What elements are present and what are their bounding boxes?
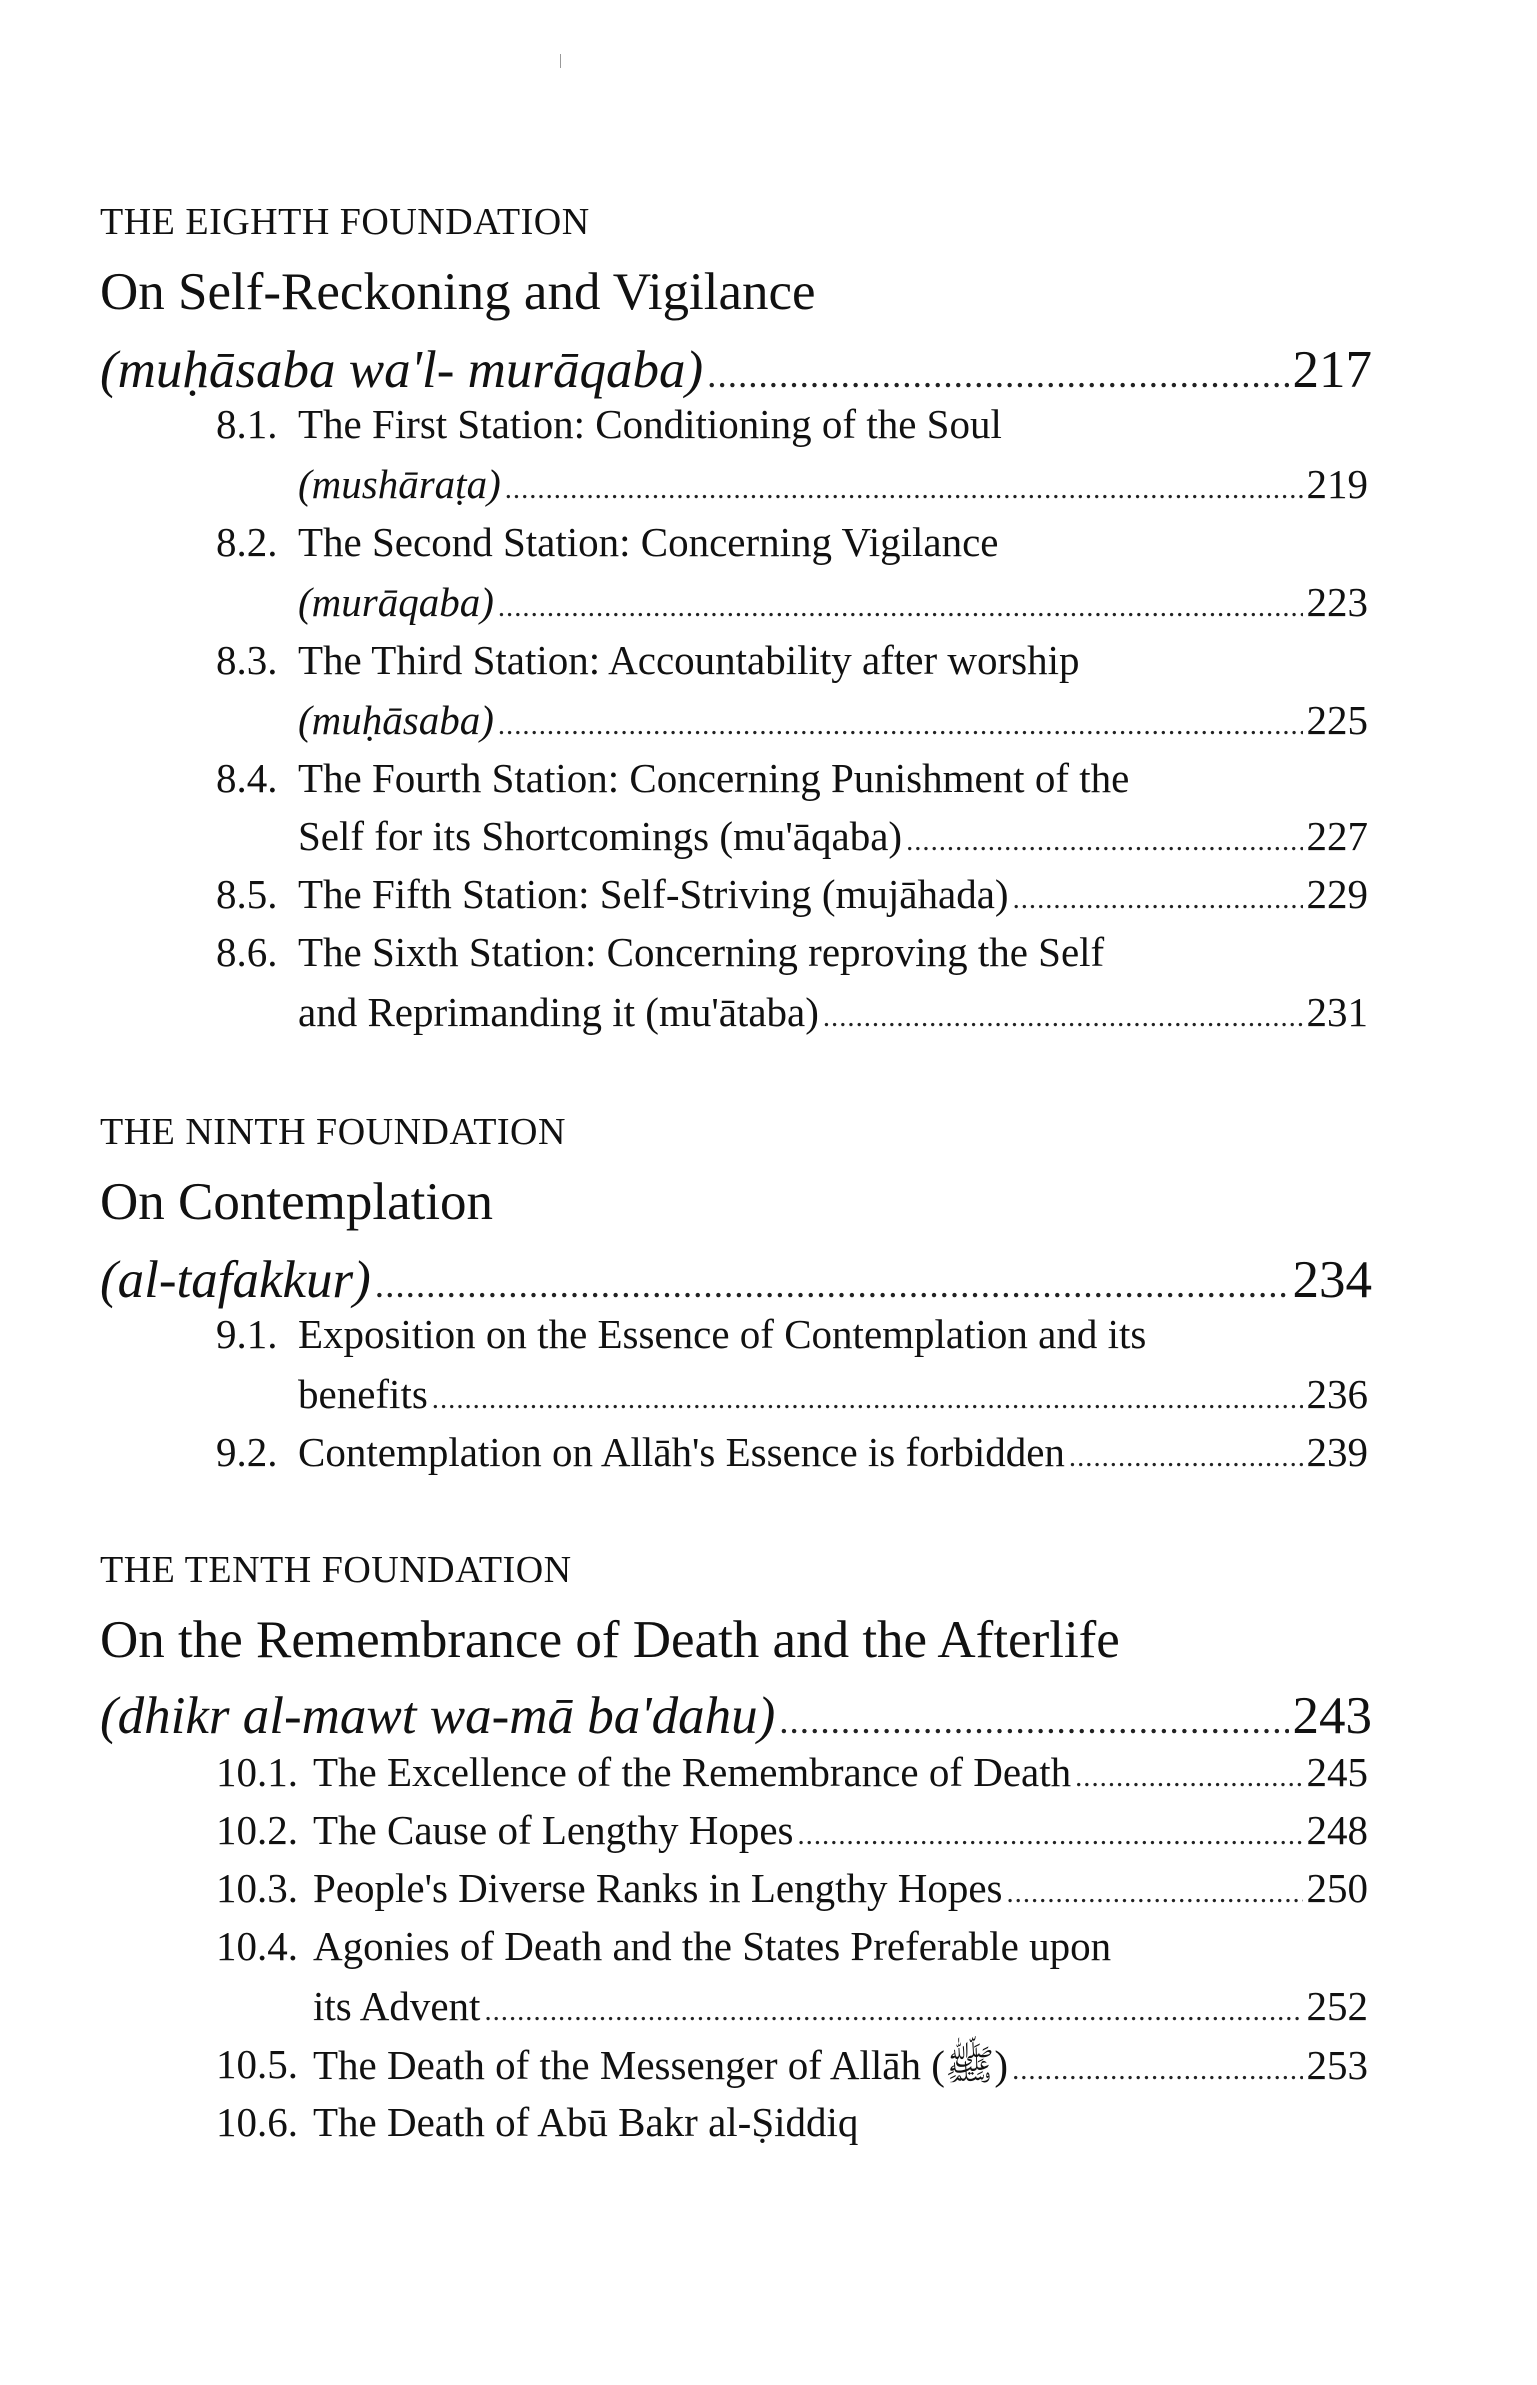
leader-dots (375, 1264, 1289, 1307)
entry-row[interactable] (313, 2040, 1368, 2100)
entry-number: 8.4. (216, 755, 278, 801)
leader-dots (906, 825, 1302, 858)
entry-row[interactable] (298, 578, 1368, 626)
leader-dots (823, 1001, 1303, 1034)
page-number: 253 (1306, 2042, 1368, 2088)
foundation-label: THE TENTH FOUNDATION (100, 1549, 572, 1591)
leader-dots (498, 709, 1303, 742)
entry-number: 10.3. (216, 1865, 298, 1911)
leader-dots (779, 1700, 1288, 1743)
entry-title: Contemplation on Allāh's Essence is forbidden (298, 1429, 1065, 1475)
leader-dots (1013, 883, 1303, 916)
foundation-subtitle: (muḥāsaba wa'l- murāqaba) (100, 341, 704, 399)
page-number: 243 (1292, 1687, 1372, 1745)
entry-row[interactable] (313, 1748, 1368, 1796)
page-number: 248 (1306, 1807, 1368, 1853)
entry-title: The Fifth Station: Self-Striving (mujāhada) (298, 871, 1009, 917)
leader-dots (707, 354, 1288, 397)
entry-title[interactable]: The Fourth Station: Concerning Punishment of the (298, 755, 1130, 801)
entry-title[interactable]: Agonies of Death and the States Preferable upon (313, 1923, 1112, 1969)
entry-row[interactable] (298, 1428, 1368, 1476)
entry-title: People's Diverse Ranks in Lengthy Hopes (313, 1865, 1003, 1911)
leader-dots (1012, 2054, 1302, 2087)
entry-title[interactable]: The Third Station: Accountability after worship (298, 637, 1080, 683)
entry-title-cont: (murāqaba) (298, 579, 494, 625)
entry-number: 8.3. (216, 637, 278, 683)
entry-row[interactable] (298, 870, 1368, 918)
foundation-label: THE NINTH FOUNDATION (100, 1111, 566, 1153)
page-number: 234 (1292, 1251, 1372, 1309)
foundation-title: On Self-Reckoning and Vigilance (100, 263, 816, 321)
entry-number: 10.2. (216, 1807, 298, 1853)
foundation-title: On Contemplation (100, 1173, 494, 1231)
entry-number: 10.4. (216, 1923, 298, 1969)
entry-number: 8.1. (216, 401, 278, 447)
entry-row[interactable] (298, 988, 1368, 1036)
entry-number: 8.5. (216, 871, 278, 917)
page-number: 231 (1306, 989, 1368, 1035)
entry-number: 10.1. (216, 1749, 298, 1795)
foundation-subtitle-row[interactable] (100, 1250, 1372, 1310)
entry-title[interactable]: The Second Station: Concerning Vigilance (298, 519, 999, 565)
entry-number: 8.6. (216, 929, 278, 975)
page-number: 227 (1306, 813, 1368, 859)
entry-title-cont: (muḥāsaba) (298, 697, 494, 743)
leader-dots (498, 591, 1303, 624)
foundation-subtitle: (dhikr al-mawt wa-mā ba'dahu) (100, 1687, 776, 1745)
page-number: 223 (1306, 579, 1368, 625)
page-number: 252 (1306, 1983, 1368, 2029)
page-number: 229 (1306, 871, 1368, 917)
entry-title-cont: (mushāraṭa) (298, 461, 501, 507)
leader-dots (484, 1995, 1302, 2028)
entry-number: 8.2. (216, 519, 278, 565)
foundation-label: THE EIGHTH FOUNDATION (100, 201, 590, 243)
leader-dots (798, 1819, 1303, 1852)
page-number: 217 (1292, 341, 1372, 399)
entry-title-cont: Self for its Shortcomings (mu'āqaba) (298, 813, 903, 859)
entry-number: 9.1. (216, 1311, 278, 1357)
entry-title-cont: its Advent (313, 1983, 481, 2029)
entry-row[interactable] (313, 1864, 1368, 1912)
entry-title-cont: and Reprimanding it (mu'ātaba) (298, 989, 819, 1035)
entry-number: 9.2. (216, 1429, 278, 1475)
entry-title: The Death of the Messenger of Allāh (ﷺ) (313, 2042, 1009, 2088)
foundation-subtitle-row[interactable] (100, 1686, 1372, 1746)
page-number: 219 (1306, 461, 1368, 507)
entry-row[interactable] (298, 812, 1368, 860)
leader-dots (1006, 1877, 1302, 1910)
entry-title-cont: benefits (298, 1371, 428, 1417)
scan-mark (560, 54, 561, 68)
page-number: 239 (1306, 1429, 1368, 1475)
leader-dots (1075, 1761, 1302, 1794)
foundation-title: On the Remembrance of Death and the Afterlife (100, 1611, 1120, 1669)
entry-number: 10.5. (216, 2041, 298, 2087)
foundation-subtitle: (al-tafakkur) (100, 1251, 371, 1309)
entry-title[interactable]: The Sixth Station: Concerning reproving the Self (298, 929, 1105, 975)
page-number: 245 (1306, 1749, 1368, 1795)
entry-title: The Cause of Lengthy Hopes (313, 1807, 794, 1853)
entry-row[interactable] (313, 1982, 1368, 2030)
page-number: 236 (1306, 1371, 1368, 1417)
leader-dots (1069, 1441, 1303, 1474)
entry-title[interactable]: Exposition on the Essence of Contemplation and its (298, 1311, 1147, 1357)
entry-title[interactable]: The First Station: Conditioning of the Soul (298, 401, 1002, 447)
entry-title[interactable]: The Death of Abū Bakr al-Ṣiddiq (313, 2099, 859, 2145)
entry-number: 10.6. (216, 2099, 298, 2145)
entry-title: The Excellence of the Remembrance of Death (313, 1749, 1072, 1795)
leader-dots (505, 473, 1303, 506)
foundation-subtitle-row[interactable] (100, 340, 1372, 400)
page-number: 225 (1306, 697, 1368, 743)
entry-row[interactable] (298, 696, 1368, 744)
page-number: 250 (1306, 1865, 1368, 1911)
entry-row[interactable] (298, 1370, 1368, 1418)
entry-row[interactable] (298, 460, 1368, 508)
entry-row[interactable] (313, 1806, 1368, 1854)
leader-dots (432, 1383, 1303, 1416)
